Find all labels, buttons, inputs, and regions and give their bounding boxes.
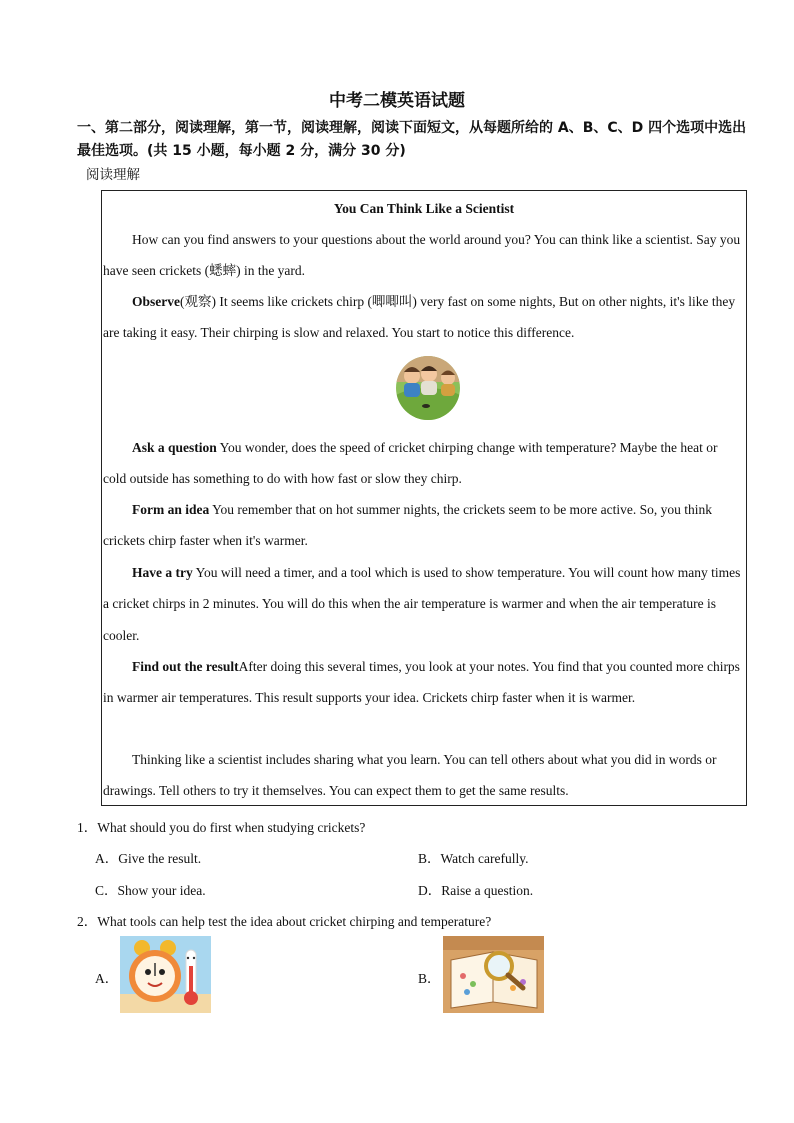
passage-paragraph-result [103,651,743,714]
passage-title: You Can Think Like a Scientist [333,201,515,216]
paragraph-text: You will need a timer, and a tool which is used to show temperature. You will count how many times a cricket chirps in 2 minutes. You will do this when the air temperature is warmer and when the air temperature is cooler. [103,565,741,643]
step-heading-try: Have a try [132,565,193,580]
passage-paragraph-intro: How can you find answers to your questions about the world around you? You can think like a scientist. Say you have seen crickets (蟋蟀) in the yard. [103,232,741,279]
step-heading-result: Find out the result [132,659,239,674]
passage-paragraph-conclusion: Thinking like a scientist includes sharing what you learn. You can tell others about what you did in words or drawings. Tell others to try it themselves. You can expect them to get the same results. [103,752,717,799]
page-title: 中考二模英语试题 [329,91,465,111]
question-1-option-c[interactable]: C．Show your idea. [95,883,206,898]
passage-paragraph-observe [103,286,743,349]
question-2-option-a[interactable]: A． [95,971,119,986]
step-heading-observe: Observe [132,294,180,309]
paragraph-text: You wonder, does the speed of cricket chirping change with temperature? Maybe the heat or cold outside has something to do with how fast or slow they chirp. [103,440,718,487]
question-2-stem: 2．What tools can help test the idea about cricket chirping and temperature? [77,914,492,929]
book-magnifier-image[interactable] [443,936,544,1018]
passage-paragraph-idea [103,494,743,557]
step-heading-ask: Ask a question [132,440,217,455]
question-1-option-d[interactable]: D．Raise a question. [418,883,534,898]
question-1-option-b[interactable]: B．Watch carefully. [418,851,529,866]
step-heading-idea: Form an idea [132,502,210,517]
reading-passage-box [101,190,747,806]
section-instruction: 一、第二部分，阅读理解，第一节，阅读理解，阅读下面短文，从每题所给的 A、B、C、D 四个选项中选出最佳选项。(共 15 小题，每小题 2 分，满分 30 分) [77,120,747,159]
passage-paragraph-ask [103,432,743,495]
children-crickets-illustration [396,356,460,420]
clock-thermometer-image[interactable] [120,936,211,1018]
question-1-stem: 1．What should you do first when studying crickets? [77,820,366,835]
section-label: 阅读理解 [86,167,140,183]
paragraph-text: You remember that on hot summer nights, the crickets seem to be more active. So, you think crickets chirp faster when it's warmer. [103,502,713,549]
passage-paragraph-try [103,557,743,651]
question-1-option-a[interactable]: A．Give the result. [95,851,202,866]
paragraph-text: (观察) It seems like crickets chirp (唧唧叫) very fast on some nights, But on other nights, it's like they are taking it easy. Their chirping is slow and relaxed. You start to notice this difference. [103,294,736,341]
paragraph-text: After doing this several times, you look at your notes. You find that you counted more chirps in warmer air temperatures. This result supports your idea. Crickets chirp faster when it is warmer. [103,659,740,706]
question-2-option-b[interactable]: B． [418,971,441,986]
